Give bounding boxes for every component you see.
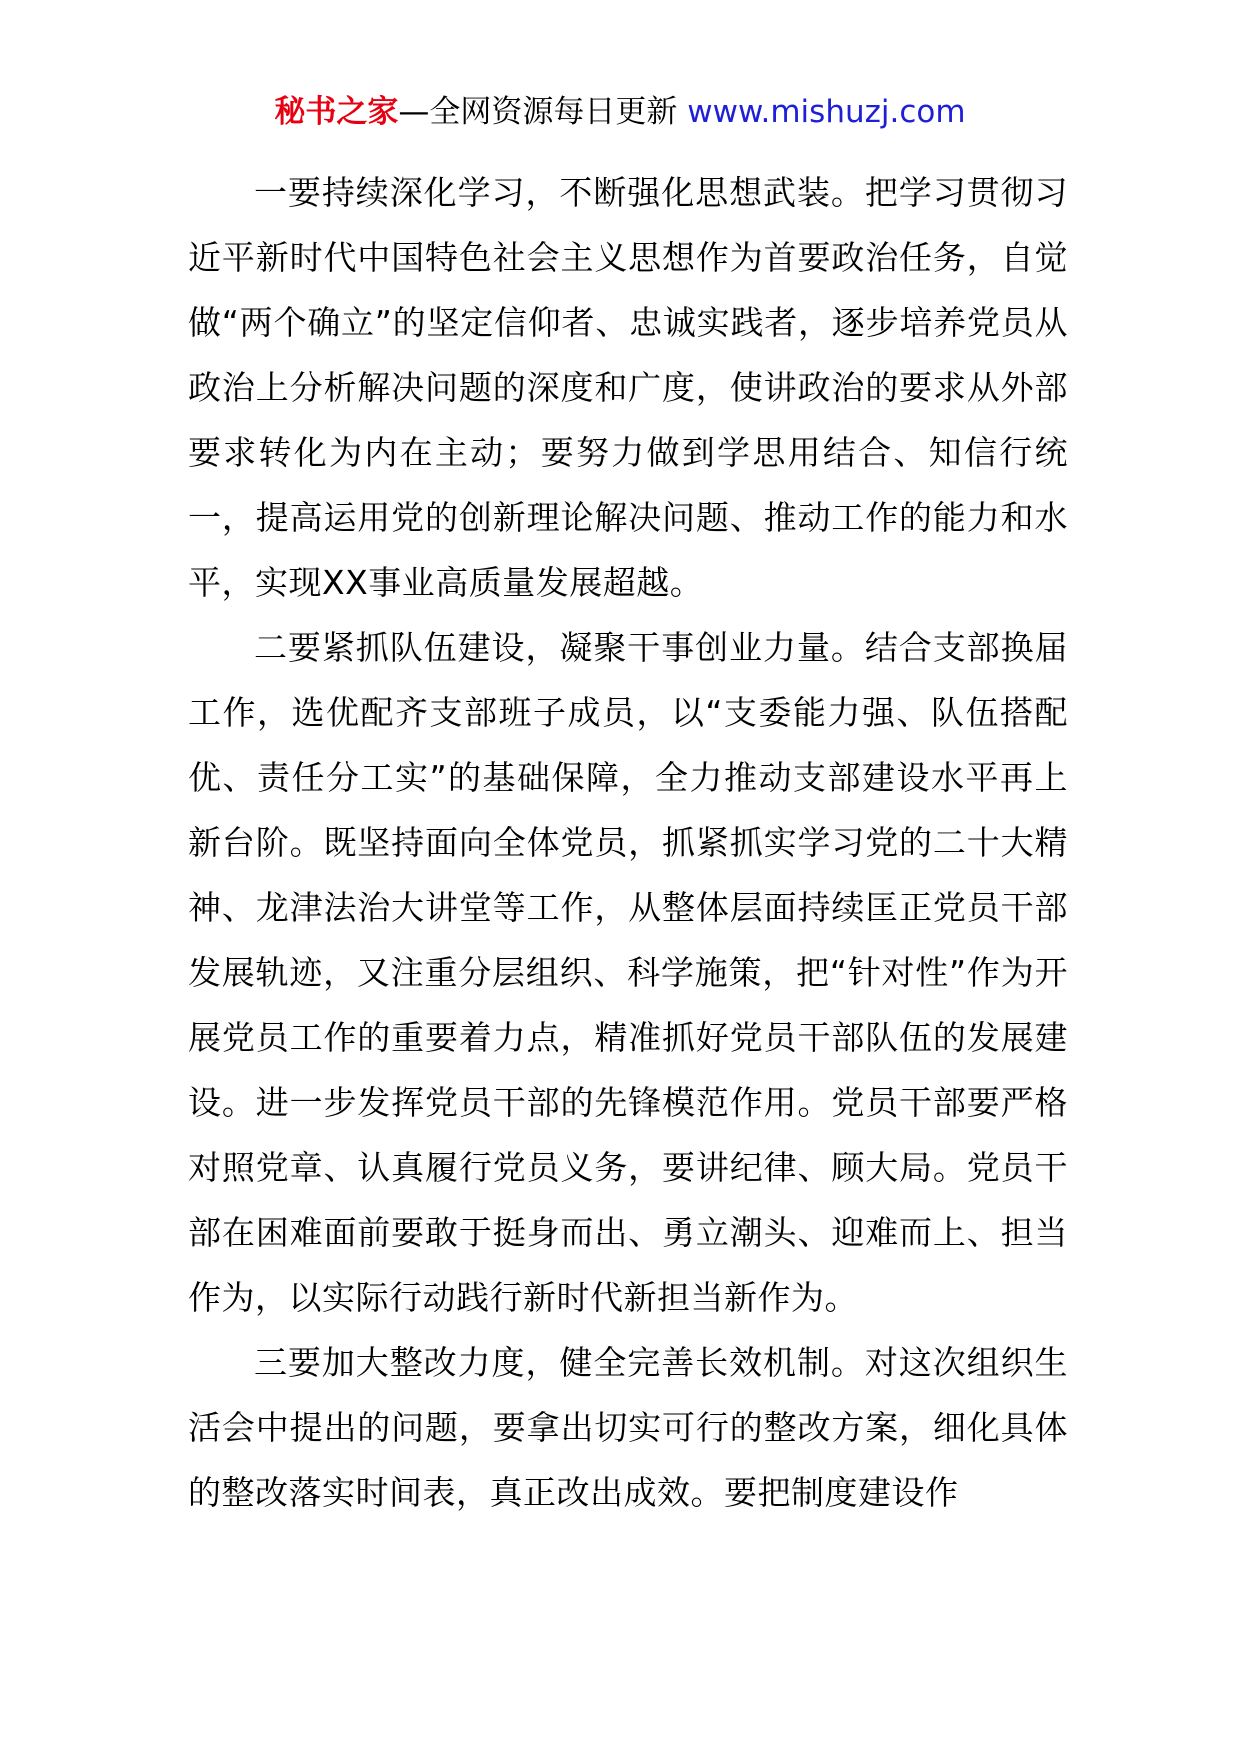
site-brand: 秘书之家 <box>274 94 399 130</box>
site-header <box>0 92 1240 132</box>
document-body <box>188 160 1068 1525</box>
site-url-link[interactable]: www.mishuzj.com <box>687 94 966 130</box>
paragraph-3: 三要加大整改力度，健全完善长效机制。对这次组织生活会中提出的问题，要拿出切实可行的整改方案，细化具体的整改落实时间表，真正改出成效。要把制度建设作 <box>188 1343 1068 1512</box>
paragraph-1: 一要持续深化学习，不断强化思想武装。把学习贯彻习近平新时代中国特色社会主义思想作为首要政治任务，自觉做“两个确立”的坚定信仰者、忠诚实践者，逐步培养党员从政治上分析解决问题的深度和广度，使讲政治的要求从外部要求转化为内在主动；要努力做到学思用结合、知信行统一，提高运用党的创新理论解决问题、推动工作的能力和水平，实现XX事业高质量发展超越。 <box>188 173 1068 602</box>
site-tagline: —全网资源每日更新 <box>398 94 688 130</box>
paragraph-2: 二要紧抓队伍建设，凝聚干事创业力量。结合支部换届工作，选优配齐支部班子成员，以“支委能力强、队伍搭配优、责任分工实”的基础保障，全力推动支部建设水平再上新台阶。既坚持面向全体党员，抓紧抓实学习党的二十大精神、龙津法治大讲堂等工作，从整体层面持续匡正党员干部发展轨迹，又注重分层组织、科学施策，把“针对性”作为开展党员工作的重要着力点，精准抓好党员干部队伍的发展建设。进一步发挥党员干部的先锋模范作用。党员干部要严格对照党章、认真履行党员义务，要讲纪律、顾大局。党员干部在困难面前要敢于挺身而出、勇立潮头、迎难而上、担当作为，以实际行动践行新时代新担当新作为。 <box>188 628 1068 1317</box>
